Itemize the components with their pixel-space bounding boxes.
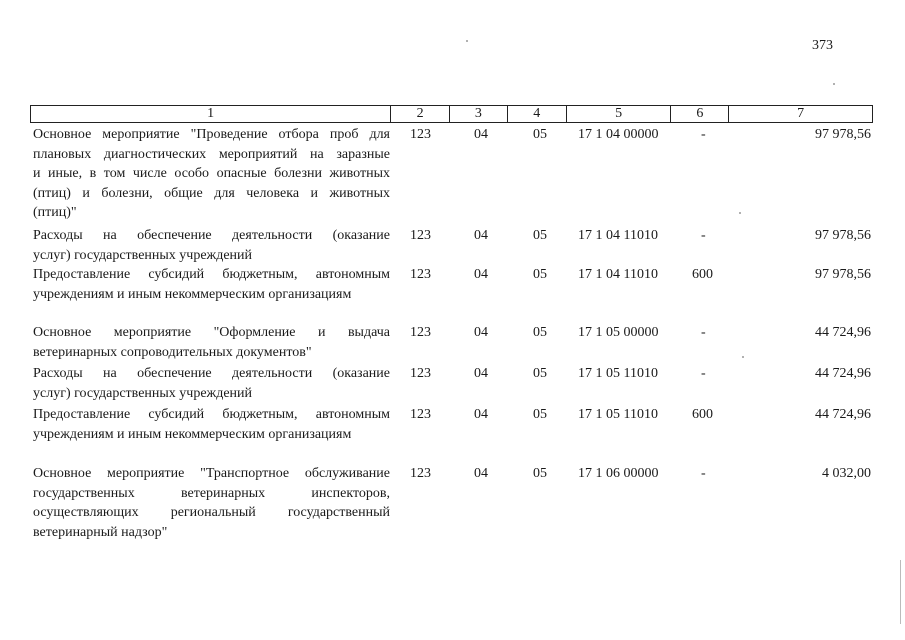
cell-subsection: 05 bbox=[533, 228, 547, 243]
cell-code-admin: 123 bbox=[410, 466, 431, 481]
cell-subsection: 05 bbox=[533, 466, 547, 481]
cell-expense-type: - bbox=[701, 127, 706, 142]
table-header bbox=[30, 105, 873, 123]
cell-code-admin: 123 bbox=[410, 366, 431, 381]
cell-section: 04 bbox=[474, 366, 488, 381]
cell-subsection: 05 bbox=[533, 325, 547, 340]
desc-line: Предоставление субсидий бюджетным, автономным bbox=[33, 267, 390, 282]
row-description bbox=[33, 226, 390, 265]
cell-code-admin: 123 bbox=[410, 267, 431, 282]
cell-target-article: 17 1 06 00000 bbox=[578, 466, 659, 481]
header-col-4: 4 bbox=[508, 106, 567, 122]
desc-line: Предоставление субсидий бюджетным, автономным bbox=[33, 407, 390, 422]
cell-amount: 44 724,96 bbox=[815, 325, 871, 340]
desc-line: Расходы на обеспечение деятельности (оказание bbox=[33, 228, 390, 243]
header-col-6: 6 bbox=[671, 106, 729, 122]
cell-section: 04 bbox=[474, 228, 488, 243]
cell-code-admin: 123 bbox=[410, 127, 431, 142]
cell-expense-type: - bbox=[701, 325, 706, 340]
cell-amount: 97 978,56 bbox=[815, 267, 871, 282]
cell-expense-type: - bbox=[701, 466, 706, 481]
row-description bbox=[33, 364, 390, 403]
desc-line: Основное мероприятие "Проведение отбора проб для bbox=[33, 127, 390, 142]
cell-target-article: 17 1 04 00000 bbox=[578, 127, 659, 142]
header-col-5: 5 bbox=[567, 106, 672, 122]
cell-amount: 97 978,56 bbox=[815, 228, 871, 243]
row-description bbox=[33, 125, 390, 223]
cell-subsection: 05 bbox=[533, 127, 547, 142]
cell-target-article: 17 1 04 11010 bbox=[578, 267, 658, 282]
desc-line: услуг) государственных учреждений bbox=[33, 247, 253, 263]
desc-line: Расходы на обеспечение деятельности (оказание bbox=[33, 366, 390, 381]
desc-line: и иные, в том числе особо опасные болезни животных bbox=[33, 166, 390, 181]
row-description bbox=[33, 265, 390, 304]
cell-target-article: 17 1 05 11010 bbox=[578, 407, 658, 422]
cell-code-admin: 123 bbox=[410, 228, 431, 243]
cell-section: 04 bbox=[474, 127, 488, 142]
page-number: 373 bbox=[812, 38, 833, 53]
scan-speck bbox=[739, 212, 741, 214]
cell-section: 04 bbox=[474, 325, 488, 340]
scan-speck bbox=[742, 356, 744, 358]
cell-subsection: 05 bbox=[533, 407, 547, 422]
cell-target-article: 17 1 04 11010 bbox=[578, 228, 658, 243]
cell-expense-type: 600 bbox=[692, 407, 713, 422]
cell-amount: 44 724,96 bbox=[815, 407, 871, 422]
desc-line: учреждениям и иным некоммерческим организациям bbox=[33, 286, 352, 302]
scan-speck bbox=[833, 83, 835, 85]
cell-subsection: 05 bbox=[533, 267, 547, 282]
header-col-3: 3 bbox=[450, 106, 508, 122]
header-col-2: 2 bbox=[391, 106, 450, 122]
header-col-7: 7 bbox=[797, 106, 805, 121]
cell-section: 04 bbox=[474, 407, 488, 422]
cell-expense-type: - bbox=[701, 228, 706, 243]
desc-line: плановых диагностических мероприятий на заразные bbox=[33, 146, 390, 162]
cell-amount: 97 978,56 bbox=[815, 127, 871, 142]
cell-target-article: 17 1 05 00000 bbox=[578, 325, 659, 340]
desc-line: (птиц) и болезни, общие для человека и животных bbox=[33, 185, 390, 201]
cell-expense-type: - bbox=[701, 366, 706, 381]
desc-line: Основное мероприятие "Транспортное обслуживание bbox=[33, 466, 390, 481]
desc-line: государственных ветеринарных инспекторов, bbox=[33, 485, 390, 501]
cell-target-article: 17 1 05 11010 bbox=[578, 366, 658, 381]
desc-line: Основное мероприятие "Оформление и выдача bbox=[33, 325, 390, 340]
desc-line: ветеринарных сопроводительных документов" bbox=[33, 344, 312, 360]
desc-line: ветеринарный надзор" bbox=[33, 524, 168, 540]
cell-code-admin: 123 bbox=[410, 407, 431, 422]
cell-code-admin: 123 bbox=[410, 325, 431, 340]
scan-edge-mark bbox=[900, 560, 901, 624]
cell-amount: 4 032,00 bbox=[822, 466, 871, 481]
header-col-1: 1 bbox=[31, 106, 391, 122]
cell-section: 04 bbox=[474, 466, 488, 481]
desc-line: осуществляющих региональный государственный bbox=[33, 505, 390, 520]
cell-amount: 44 724,96 bbox=[815, 366, 871, 381]
desc-line: услуг) государственных учреждений bbox=[33, 385, 253, 401]
cell-section: 04 bbox=[474, 267, 488, 282]
desc-line: учреждениям и иным некоммерческим организациям bbox=[33, 426, 352, 442]
row-description bbox=[33, 323, 390, 362]
scan-speck bbox=[466, 40, 468, 42]
cell-subsection: 05 bbox=[533, 366, 547, 381]
cell-expense-type: 600 bbox=[692, 267, 713, 282]
row-description bbox=[33, 405, 390, 444]
row-description bbox=[33, 464, 390, 542]
desc-line: (птиц)" bbox=[33, 205, 77, 220]
